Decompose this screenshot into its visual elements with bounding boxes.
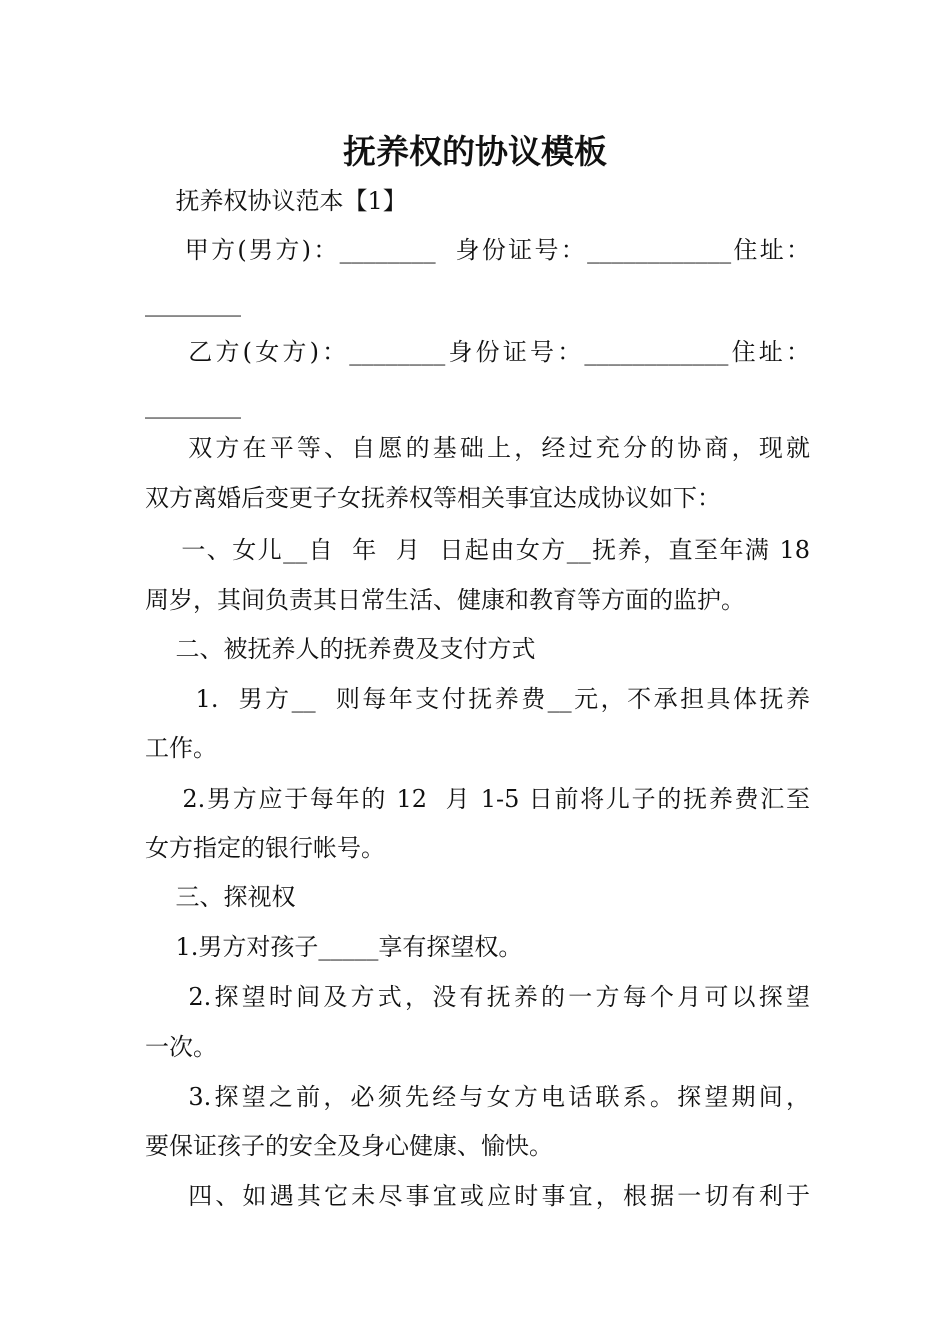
paragraph-line: 要保证孩子的安全及身心健康、愉快。 [145,1132,553,1160]
section-heading: 二、被抚养人的抚养费及支付方式 [145,635,536,663]
document-title: 抚养权的协议模板 [343,132,607,171]
paragraph-line: 双方离婚后变更子女抚养权等相关事宜达成协议如下： [145,484,721,512]
paragraph-line: 一次。 [145,1033,217,1061]
section-heading: 三、探视权 [145,883,296,911]
paragraph-line: 女方指定的银行帐号。 [145,834,385,862]
paragraph-line: 2.男方应于每年的 12 月 1-5 日前将儿子的抚养费汇至 [145,785,810,813]
paragraph-line: 工作。 [145,734,217,762]
subtitle-line: 抚养权协议范本【1】 [145,187,407,215]
paragraph-line: 双方在平等、自愿的基础上，经过充分的协商，现就 [145,434,810,462]
party-b-address-blank: ________ [145,391,241,419]
party-a-address-blank: ________ [145,289,241,317]
paragraph-line: 2.探望时间及方式，没有抚养的一方每个月可以探望 [145,983,810,1011]
paragraph-line: 1. 男方__ 则每年支付抚养费__元，不承担具体抚养 [145,685,810,713]
paragraph-line: 一、女儿__自 年 月 日起由女方__抚养，直至年满 18 [145,536,810,564]
party-b-line: 乙方(女方)：________身份证号：____________住址： [145,338,810,366]
paragraph-line: 1.男方对孩子_____享有探望权。 [145,933,523,961]
paragraph-line: 3.探望之前，必须先经与女方电话联系。探望期间， [145,1083,810,1111]
party-a-line: 甲方(男方)：________ 身份证号：____________住址： [145,236,810,264]
paragraph-line: 四、如遇其它未尽事宜或应时事宜，根据一切有利于 [145,1182,810,1210]
paragraph-line: 周岁，其间负责其日常生活、健康和教育等方面的监护。 [145,586,745,614]
